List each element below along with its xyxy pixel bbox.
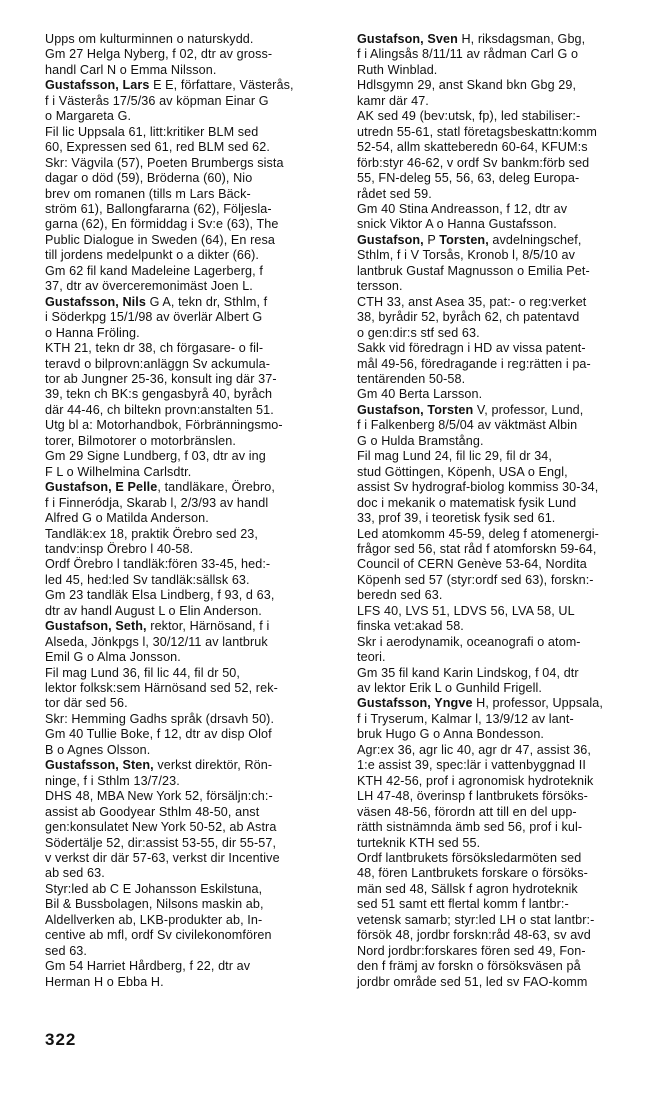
entry-text: Ruth Winblad. bbox=[357, 62, 438, 77]
text-line bbox=[357, 217, 655, 232]
entry-text: 38, byrådir 52, byråch 62, ch patentavd bbox=[357, 310, 580, 325]
text-line bbox=[45, 233, 343, 248]
page-number: 322 bbox=[45, 1030, 77, 1049]
text-line bbox=[45, 836, 343, 851]
entry-text: Public Dialogue in Sweden (64), En resa bbox=[45, 232, 276, 247]
text-line bbox=[45, 248, 343, 263]
entry-text: Gm 40 Tullie Boke, f 12, dtr av disp Olof bbox=[45, 727, 272, 742]
entry-name: Gustafsson, Nils bbox=[45, 294, 146, 309]
entry-text: v verkst dir där 57-63, verkst dir Incentive bbox=[45, 851, 280, 866]
entry-text: Ordf lantbrukets försöksledarmöten sed bbox=[357, 851, 582, 866]
text-line bbox=[45, 542, 343, 557]
text-line bbox=[357, 789, 655, 804]
entry-text: Fil mag Lund 24, fil lic 29, fil dr 34, bbox=[357, 449, 552, 464]
text-line bbox=[357, 758, 655, 773]
text-line bbox=[45, 496, 343, 511]
entry-text: DHS 48, MBA New York 52, försäljn:ch:- bbox=[45, 789, 273, 804]
entry-text: ström 61), Ballongfararna (62), Följesla- bbox=[45, 201, 272, 216]
text-line bbox=[45, 279, 343, 294]
entry-text: Council of CERN Genève 53-64, Nordita bbox=[357, 557, 587, 572]
left-column bbox=[45, 32, 343, 990]
text-line bbox=[45, 604, 343, 619]
text-line bbox=[45, 47, 343, 62]
entry-text: Gm 40 Stina Andreasson, f 12, dtr av bbox=[357, 201, 568, 216]
entry-text: frågor sed 56, stat råd f atomforskn 59-64, bbox=[357, 541, 597, 556]
entry-text: 37, dtr av överceremonimäst Joen L. bbox=[45, 279, 253, 294]
entry-name: Gustafson, E bbox=[45, 480, 128, 495]
text-line bbox=[45, 63, 343, 78]
entry-text: till jordens medelpunkt o a dikter (66). bbox=[45, 248, 259, 263]
text-line bbox=[357, 465, 655, 480]
text-line bbox=[45, 357, 343, 372]
entry-text: G o Hulda Bramstång. bbox=[357, 433, 484, 448]
entry-text: Gm 35 fil kand Karin Lindskog, f 04, dtr bbox=[357, 665, 579, 680]
entry-name: Gustafsson, Yngve bbox=[357, 696, 473, 711]
entry-text: teravd o bilprovn:anläggn Sv ackumula- bbox=[45, 356, 271, 371]
entry-text: LFS 40, LVS 51, LDVS 56, LVA 58, UL bbox=[357, 603, 575, 618]
text-line bbox=[45, 696, 343, 711]
text-line bbox=[357, 604, 655, 619]
entry-text: f i Finneródja, Skarab l, 2/3/93 av handl bbox=[45, 495, 269, 510]
entry-text: Agr:ex 36, agr lic 40, agr dr 47, assist 36, bbox=[357, 742, 592, 757]
entry-text: B o Agnes Olsson. bbox=[45, 742, 151, 757]
text-line bbox=[357, 187, 655, 202]
entry-text: o Margareta G. bbox=[45, 109, 132, 124]
entry-text: Hdlsgymn 29, anst Skand bkn Gbg 29, bbox=[357, 78, 577, 93]
entry-text: Skr i aerodynamik, oceanografi o atom- bbox=[357, 634, 581, 649]
text-line bbox=[45, 32, 343, 47]
entry-text: Fil lic Uppsala 61, litt:kritiker BLM sed bbox=[45, 124, 259, 139]
entry-text: snick Viktor A o Hanna Gustafsson. bbox=[357, 217, 557, 232]
entry-text: finska vet:akad 58. bbox=[357, 619, 464, 634]
text-line bbox=[357, 650, 655, 665]
text-line bbox=[357, 63, 655, 78]
entry-text: doc i mekanik o matematisk fysik Lund bbox=[357, 495, 577, 510]
entry-text: Aldellverken ab, LKB-produkter ab, In- bbox=[45, 912, 263, 927]
entry-text: assist Sv hydrograf-biolog kommiss 30-34, bbox=[357, 480, 599, 495]
entry-text: utredn 55-61, statl företagsbeskattn:komm bbox=[357, 124, 598, 139]
entry-text: led 45, hed:led Sv tandläk:sällsk 63. bbox=[45, 572, 250, 587]
entry-text: rådet sed 59. bbox=[357, 186, 432, 201]
entry-text: P bbox=[423, 232, 440, 247]
entry-text: 52-54, allm skatteberedn 60-64, KFUM:s bbox=[357, 140, 588, 155]
entry-text: Tandläk:ex 18, praktik Örebro sed 23, bbox=[45, 526, 259, 541]
text-line bbox=[45, 109, 343, 124]
text-line bbox=[45, 635, 343, 650]
entry-text: lantbruk Gustaf Magnusson o Emilia Pet- bbox=[357, 263, 590, 278]
text-line bbox=[45, 465, 343, 480]
text-line bbox=[357, 727, 655, 742]
text-line bbox=[45, 882, 343, 897]
text-line bbox=[45, 387, 343, 402]
entry-name: Gustafson, Seth, bbox=[45, 619, 147, 634]
entry-text: beredn sed 63. bbox=[357, 588, 443, 603]
entry-text: tor där sed 56. bbox=[45, 696, 128, 711]
text-line bbox=[45, 573, 343, 588]
entry-text: H, riksdagsman, Gbg, bbox=[457, 32, 586, 46]
entry-text: den f främj av forskn o försöksväsen på bbox=[357, 959, 581, 974]
entry-text: Gm 27 Helga Nyberg, f 02, dtr av gross- bbox=[45, 47, 273, 62]
entry-text: Led atomkomm 45-59, deleg f atomenergi- bbox=[357, 526, 599, 541]
entry-name: Gustafson, bbox=[357, 232, 424, 247]
entry-text: verkst direktör, Rön- bbox=[153, 758, 273, 773]
entry-text: F L o Wilhelmina Carlsdtr. bbox=[45, 464, 192, 479]
entry-text: jordbr område sed 51, led sv FAO-komm bbox=[357, 974, 588, 989]
entry-text: CTH 33, anst Asea 35, pat:- o reg:verket bbox=[357, 294, 587, 309]
entry-text: Alfred G o Matilda Anderson. bbox=[45, 511, 209, 526]
text-line bbox=[45, 897, 343, 912]
entry-text: sed 51 samt ett flertal komm f lantbr:- bbox=[357, 897, 569, 912]
text-line bbox=[45, 310, 343, 325]
entry-text: AK sed 49 (bev:utsk, fp), led stabiliser:- bbox=[357, 109, 581, 124]
text-line bbox=[45, 619, 343, 634]
text-line bbox=[357, 357, 655, 372]
text-line bbox=[357, 836, 655, 851]
text-line bbox=[357, 496, 655, 511]
text-line bbox=[45, 743, 343, 758]
text-line bbox=[357, 326, 655, 341]
entry-text: 48, fören Lantbrukets forskare o försöks- bbox=[357, 866, 588, 881]
text-line bbox=[45, 418, 343, 433]
entry-text: ab sed 63. bbox=[45, 866, 105, 881]
entry-text: LH 47-48, överinsp f lantbrukets försöks- bbox=[357, 789, 588, 804]
text-line bbox=[357, 542, 655, 557]
text-line bbox=[45, 959, 343, 974]
entry-text: , tandläkare, Örebro, bbox=[157, 480, 275, 495]
entry-text: o Hanna Fröling. bbox=[45, 325, 140, 340]
text-line bbox=[45, 851, 343, 866]
text-line bbox=[357, 557, 655, 572]
text-line bbox=[45, 403, 343, 418]
entry-text: rätth sistnämnda ämb sed 56, prof i kul- bbox=[357, 820, 583, 835]
entry-name: Pelle bbox=[127, 480, 158, 495]
text-line bbox=[357, 681, 655, 696]
entry-text: rektor, Härnösand, f i bbox=[146, 619, 270, 634]
text-line bbox=[357, 511, 655, 526]
entry-text: tor ab Jungner 25-36, konsult ing där 37- bbox=[45, 371, 277, 386]
text-line bbox=[45, 866, 343, 881]
text-line bbox=[357, 573, 655, 588]
entry-text: tandv:insp Örebro l 40-58. bbox=[45, 541, 194, 556]
text-line bbox=[357, 279, 655, 294]
entry-text: KTH 42-56, prof i agronomisk hydroteknik bbox=[357, 773, 594, 788]
text-line bbox=[357, 619, 655, 634]
text-line bbox=[45, 511, 343, 526]
entry-text: Herman H o Ebba H. bbox=[45, 974, 164, 989]
entry-text: förb:styr 46-62, v ordf Sv bankm:förb sed bbox=[357, 155, 590, 170]
text-line bbox=[357, 527, 655, 542]
text-line bbox=[357, 913, 655, 928]
text-line bbox=[357, 125, 655, 140]
text-line bbox=[45, 774, 343, 789]
text-line bbox=[45, 264, 343, 279]
entry-text: Alseda, Jönkpgs l, 30/12/11 av lantbruk bbox=[45, 634, 268, 649]
text-line bbox=[45, 217, 343, 232]
entry-text: Skr: Vägvila (57), Poeten Brumbergs sista bbox=[45, 155, 284, 170]
entry-text: Nord jordbr:forskares fören sed 49, Fon- bbox=[357, 943, 586, 958]
entry-text: Skr: Hemming Gadhs språk (drsavh 50). bbox=[45, 711, 275, 726]
entry-text: avdelningschef, bbox=[488, 232, 582, 247]
text-line bbox=[357, 202, 655, 217]
entry-name: Gustafsson, Lars bbox=[45, 78, 150, 93]
text-line bbox=[45, 94, 343, 109]
text-line bbox=[357, 387, 655, 402]
text-line bbox=[357, 820, 655, 835]
text-line bbox=[357, 774, 655, 789]
text-line bbox=[357, 264, 655, 279]
text-line bbox=[357, 109, 655, 124]
entry-text: dtr av handl August L o Elin Anderson. bbox=[45, 603, 262, 618]
text-line bbox=[357, 372, 655, 387]
text-line bbox=[45, 372, 343, 387]
entry-text: 33, prof 39, i teoretisk fysik sed 61. bbox=[357, 511, 556, 526]
entry-text: Gm 40 Berta Larsson. bbox=[357, 387, 483, 402]
entry-text: gen:konsulatet New York 50-52, ab Astra bbox=[45, 820, 277, 835]
entry-text: o gen:dir:s stf sed 63. bbox=[357, 325, 480, 340]
text-line bbox=[45, 449, 343, 464]
text-line bbox=[357, 480, 655, 495]
entry-text: handl Carl N o Emma Nilsson. bbox=[45, 62, 217, 77]
entry-text: Gm 29 Signe Lundberg, f 03, dtr av ing bbox=[45, 449, 266, 464]
entry-text: f i Falkenberg 8/5/04 av väktmäst Albin bbox=[357, 418, 578, 433]
entry-text: stud Göttingen, Köpenh, USA o Engl, bbox=[357, 464, 568, 479]
text-line bbox=[45, 171, 343, 186]
text-line bbox=[357, 310, 655, 325]
text-line bbox=[357, 248, 655, 263]
entry-text: Ordf Örebro l tandläk:fören 33-45, hed:- bbox=[45, 557, 271, 572]
text-line bbox=[45, 78, 343, 93]
text-line bbox=[357, 449, 655, 464]
entry-text: teori. bbox=[357, 650, 386, 665]
entry-text: Södertälje 52, dir:assist 53-55, dir 55-57, bbox=[45, 835, 277, 850]
text-line bbox=[357, 851, 655, 866]
text-line bbox=[45, 527, 343, 542]
text-line bbox=[357, 866, 655, 881]
entry-text: Sakk vid föredragn i HD av vissa patent- bbox=[357, 341, 586, 356]
entry-text: V, professor, Lund, bbox=[473, 402, 584, 417]
entry-text: f i Alingsås 8/11/11 av rådman Carl G o bbox=[357, 47, 579, 62]
text-line bbox=[357, 975, 655, 990]
text-line bbox=[357, 418, 655, 433]
text-line bbox=[45, 681, 343, 696]
entry-text: garna (62), En förmiddag i Sv:e (63), The bbox=[45, 217, 279, 232]
entry-text: män sed 48, Sällsk f agron hydroteknik bbox=[357, 881, 578, 896]
entry-text: Sthlm, f i V Torsås, Kronob l, 8/5/10 av bbox=[357, 248, 575, 263]
entry-text: turteknik KTH sed 55. bbox=[357, 835, 481, 850]
text-line bbox=[45, 727, 343, 742]
text-line bbox=[45, 125, 343, 140]
text-line bbox=[45, 326, 343, 341]
text-line bbox=[45, 156, 343, 171]
text-line bbox=[45, 341, 343, 356]
entry-text: dagar o död (59), Bröderna (60), Nio bbox=[45, 171, 253, 186]
entry-name: Gustafson, Sven bbox=[357, 32, 458, 46]
text-line bbox=[357, 156, 655, 171]
entry-text: Gm 62 fil kand Madeleine Lagerberg, f bbox=[45, 263, 263, 278]
text-line bbox=[357, 882, 655, 897]
text-line bbox=[45, 666, 343, 681]
entry-text: lektor folksk:sem Härnösand sed 52, rek- bbox=[45, 681, 278, 696]
entry-text: torer, Bilmotorer o motorbränslen. bbox=[45, 433, 236, 448]
entry-text: sed 63. bbox=[45, 943, 88, 958]
entry-text: centive ab mfl, ordf Sv civilekonomfören bbox=[45, 928, 272, 943]
text-line bbox=[45, 913, 343, 928]
text-line bbox=[357, 78, 655, 93]
text-line bbox=[45, 588, 343, 603]
text-line bbox=[357, 341, 655, 356]
text-line bbox=[357, 928, 655, 943]
entry-text: f i Tryserum, Kalmar l, 13/9/12 av lant- bbox=[357, 711, 574, 726]
entry-text: Emil G o Alma Jonsson. bbox=[45, 650, 181, 665]
entry-text: bruk Hugo G o Anna Bondesson. bbox=[357, 727, 545, 742]
text-line bbox=[45, 712, 343, 727]
text-line bbox=[45, 758, 343, 773]
entry-text: Utg bl a: Motorhandbok, Förbränningsmo- bbox=[45, 418, 283, 433]
entry-text: brev om romanen (tills m Lars Bäck- bbox=[45, 186, 251, 201]
entry-text: H, professor, Uppsala, bbox=[472, 696, 603, 711]
text-line bbox=[357, 140, 655, 155]
text-line bbox=[357, 233, 655, 248]
text-line bbox=[357, 696, 655, 711]
entry-text: Bil & Bussbolagen, Nilsons maskin ab, bbox=[45, 897, 264, 912]
entry-text: f i Västerås 17/5/36 av köpman Einar G bbox=[45, 93, 269, 108]
text-line bbox=[357, 171, 655, 186]
text-line bbox=[45, 480, 343, 495]
entry-text: väsen 48-56, förordn att till en del upp- bbox=[357, 804, 577, 819]
entry-text: Fil mag Lund 36, fil lic 44, fil dr 50, bbox=[45, 665, 240, 680]
entry-text: tentärenden 50-58. bbox=[357, 371, 466, 386]
entry-text: 1:e assist 39, spec:lär i vattenbyggnad II bbox=[357, 758, 586, 773]
entry-text: tersson. bbox=[357, 279, 403, 294]
text-line bbox=[45, 557, 343, 572]
text-line bbox=[357, 959, 655, 974]
text-line bbox=[45, 140, 343, 155]
entry-text: KTH 21, tekn dr 38, ch förgasare- o fil- bbox=[45, 341, 264, 356]
text-line bbox=[357, 712, 655, 727]
entry-name: Gustafson, Torsten bbox=[357, 402, 474, 417]
text-line bbox=[357, 666, 655, 681]
text-line bbox=[45, 650, 343, 665]
entry-name: Torsten, bbox=[439, 232, 489, 247]
entry-text: 39, tekn ch BK:s gengasbyrå 40, byråch bbox=[45, 387, 273, 402]
text-line bbox=[357, 403, 655, 418]
text-line bbox=[45, 187, 343, 202]
text-line bbox=[45, 975, 343, 990]
entry-text: assist ab Goodyear Sthlm 48-50, anst bbox=[45, 804, 260, 819]
entry-text: E E, författare, Västerås, bbox=[149, 78, 294, 93]
text-line bbox=[45, 202, 343, 217]
text-line bbox=[357, 434, 655, 449]
text-line bbox=[357, 944, 655, 959]
text-line bbox=[45, 944, 343, 959]
text-line bbox=[45, 805, 343, 820]
entry-name: Gustafsson, Sten, bbox=[45, 758, 154, 773]
text-line bbox=[45, 820, 343, 835]
text-line bbox=[357, 743, 655, 758]
entry-text: försök 48, jordbr forskn:råd 48-63, sv avd bbox=[357, 928, 591, 943]
entry-text: Styr:led ab C E Johansson Eskilstuna, bbox=[45, 881, 263, 896]
entry-text: mål 49-56, föredragande i reg:rätten i pa- bbox=[357, 356, 591, 371]
entry-text: G A, tekn dr, Sthlm, f bbox=[145, 294, 268, 309]
entry-text: Gm 23 tandläk Elsa Lindberg, f 93, d 63, bbox=[45, 588, 275, 603]
text-line bbox=[45, 434, 343, 449]
text-line bbox=[357, 295, 655, 310]
entry-text: ninge, f i Sthlm 13/7/23. bbox=[45, 773, 180, 788]
text-line bbox=[357, 32, 655, 47]
text-line bbox=[45, 789, 343, 804]
text-line bbox=[357, 635, 655, 650]
text-line bbox=[45, 928, 343, 943]
text-line bbox=[357, 588, 655, 603]
text-line bbox=[357, 897, 655, 912]
entry-text: 55, FN-deleg 55, 56, 63, deleg Europa- bbox=[357, 171, 580, 186]
entry-text: 60, Expressen sed 61, red BLM sed 62. bbox=[45, 140, 270, 155]
entry-text: i Söderkpg 15/1/98 av överlär Albert G bbox=[45, 310, 263, 325]
text-line bbox=[357, 94, 655, 109]
entry-text: Upps om kulturminnen o naturskydd. bbox=[45, 32, 254, 46]
entry-text: Gm 54 Harriet Hårdberg, f 22, dtr av bbox=[45, 959, 251, 974]
entry-text: kamr där 47. bbox=[357, 93, 429, 108]
entry-text: där 44-46, ch biltekn provn:anstalten 51. bbox=[45, 402, 274, 417]
right-column bbox=[357, 32, 655, 990]
text-line bbox=[45, 295, 343, 310]
text-line bbox=[357, 805, 655, 820]
text-line bbox=[357, 47, 655, 62]
entry-text: av lektor Erik L o Gunhild Frigell. bbox=[357, 681, 543, 696]
entry-text: Köpenh sed 57 (styr:ordf sed 63), forskn:- bbox=[357, 572, 594, 587]
entry-text: vetensk samarb; styr:led LH o stat lantbr:- bbox=[357, 912, 595, 927]
